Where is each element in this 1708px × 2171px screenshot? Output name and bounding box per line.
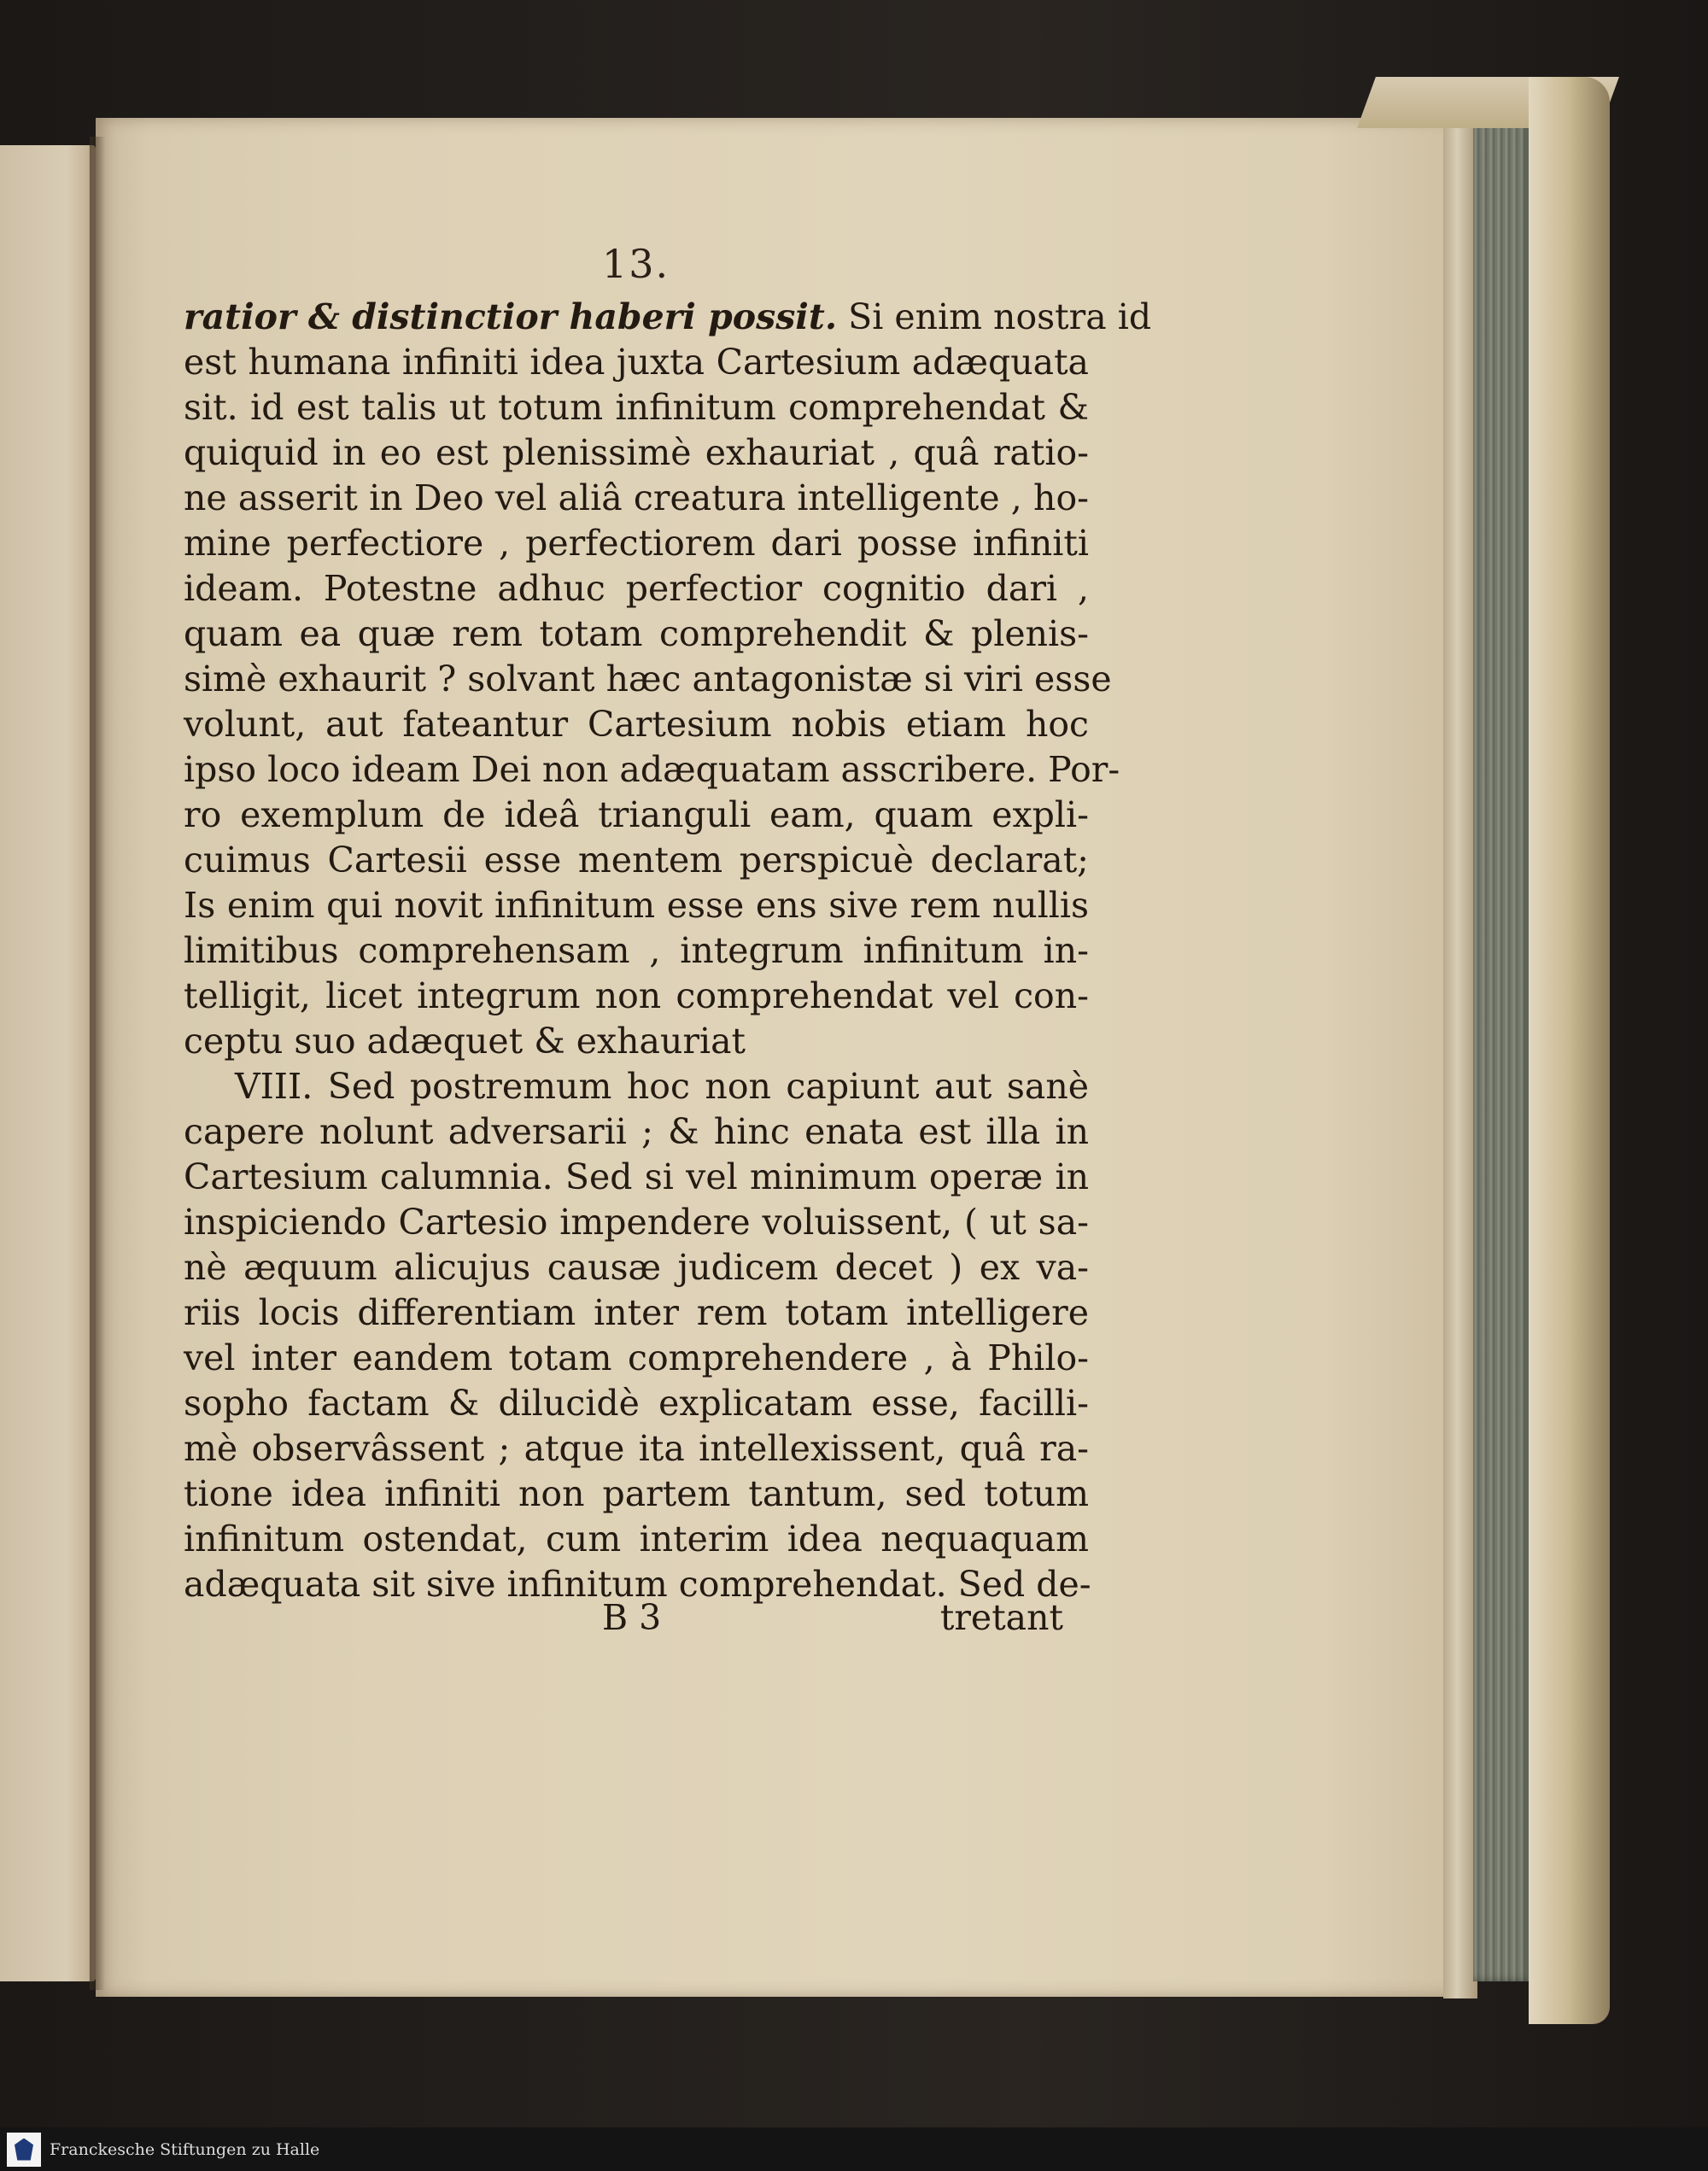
line-text: quiquid in eo est plenissimè exhauriat , quâ ratio- <box>184 432 1089 473</box>
line-text: ro exemplum de ideâ trianguli eam, quam expli- <box>184 794 1089 835</box>
line-text: vel inter eandem totam comprehendere , à Philo- <box>184 1337 1089 1378</box>
line-text: VIII. Sed postremum hoc non capiunt aut sanè <box>235 1066 1089 1107</box>
institution-logo-icon <box>7 2133 41 2167</box>
italic-run: ratior & distinctior haberi possit. <box>184 296 838 337</box>
text-line <box>184 612 1089 657</box>
text-line <box>184 974 1089 1019</box>
line-text: limitibus comprehensam , integrum infinitum in- <box>184 930 1089 971</box>
line-text: ipso loco ideam Dei non adæquatam asscribere. Por- <box>184 749 1120 790</box>
line-text: mine perfectiore , perfectiorem dari posse infiniti <box>184 523 1089 564</box>
line-text: est humana infiniti idea juxta Cartesium adæquata <box>184 342 1089 383</box>
line-text: Cartesium calumnia. Sed si vel minimum operæ in <box>184 1156 1089 1197</box>
line-text: Is enim qui novit infinitum esse ens sive rem nullis <box>184 885 1089 926</box>
line-text: infinitum ostendat, cum interim idea nequaquam <box>184 1519 1089 1559</box>
logo-mark <box>15 2139 33 2161</box>
line-text: Si enim nostra id <box>837 296 1152 337</box>
line-text: simè exhaurit ? solvant hæc antagonistæ si viri esse <box>184 658 1112 699</box>
text-line <box>184 1336 1089 1381</box>
text-line <box>184 1064 1089 1109</box>
text-line <box>184 295 1152 340</box>
text-line <box>184 1290 1089 1336</box>
text-line <box>184 1109 1089 1155</box>
text-line <box>184 385 1089 430</box>
institution-name: Franckesche Stiftungen zu Halle <box>50 2139 320 2159</box>
signature-mark: B 3 <box>602 1597 662 1638</box>
line-text: volunt, aut fateantur Cartesium nobis etiam hoc <box>184 704 1089 745</box>
line-text: nè æquum alicujus causæ judicem decet ) ex va- <box>184 1247 1089 1288</box>
text-line <box>184 928 1089 974</box>
gutter-shadow <box>90 137 105 1990</box>
text-line <box>184 657 1112 702</box>
cover-edge <box>1529 77 1610 2024</box>
text-line <box>184 1200 1089 1245</box>
line-text: tione idea infiniti non partem tantum, sed totum <box>184 1473 1089 1514</box>
line-text: riis locis differentiam inter rem totam intelligere <box>184 1292 1089 1333</box>
footer-bar <box>0 2127 1708 2171</box>
page-footer <box>602 1597 1063 1642</box>
text-line <box>184 430 1089 476</box>
text-line <box>184 702 1089 747</box>
book-block-edge <box>1473 120 1533 1981</box>
page-edge <box>1443 111 1477 1998</box>
line-text: sopho factam & dilucidè explicatam esse, facilli- <box>184 1383 1089 1424</box>
text-line <box>184 1245 1089 1290</box>
text-line <box>184 838 1089 883</box>
text-line <box>184 521 1089 566</box>
line-text: ne asserit in Deo vel aliâ creatura intelligente , ho- <box>184 477 1089 518</box>
text-line <box>184 883 1089 928</box>
text-line <box>184 1517 1089 1562</box>
text-line <box>184 476 1089 521</box>
text-line <box>184 793 1089 838</box>
line-text: sit. id est talis ut totum infinitum comprehendat & <box>184 387 1089 428</box>
line-text: mè observâssent ; atque ita intellexissent, quâ ra- <box>184 1428 1089 1469</box>
line-text: ceptu suo adæquet & exhauriat <box>184 1021 746 1062</box>
facing-page <box>0 145 96 1981</box>
line-text: ideam. Potestne adhuc perfectior cognitio dari , <box>184 568 1089 609</box>
text-line <box>184 1381 1089 1426</box>
text-line <box>184 1155 1089 1200</box>
text-line <box>184 1426 1089 1472</box>
page-number: 13. <box>602 241 670 287</box>
text-line <box>184 1472 1089 1517</box>
text-line <box>184 1019 1089 1064</box>
text-line <box>184 340 1089 385</box>
text-line <box>184 566 1089 612</box>
line-text: inspiciendo Cartesio impendere voluissent, ( ut sa- <box>184 1202 1089 1243</box>
line-text: capere nolunt adversarii ; & hinc enata est illa in <box>184 1111 1089 1152</box>
line-text: quam ea quæ rem totam comprehendit & plenis- <box>184 613 1089 654</box>
body-text <box>184 295 1152 1607</box>
line-text: adæquata sit sive infinitum comprehendat. Sed de- <box>184 1564 1091 1605</box>
line-text: telligit, licet integrum non comprehendat vel con- <box>184 975 1089 1016</box>
line-text: cuimus Cartesii esse mentem perspicuè declarat; <box>184 840 1089 881</box>
catchword: tretant <box>939 1597 1063 1638</box>
text-line <box>184 747 1120 793</box>
